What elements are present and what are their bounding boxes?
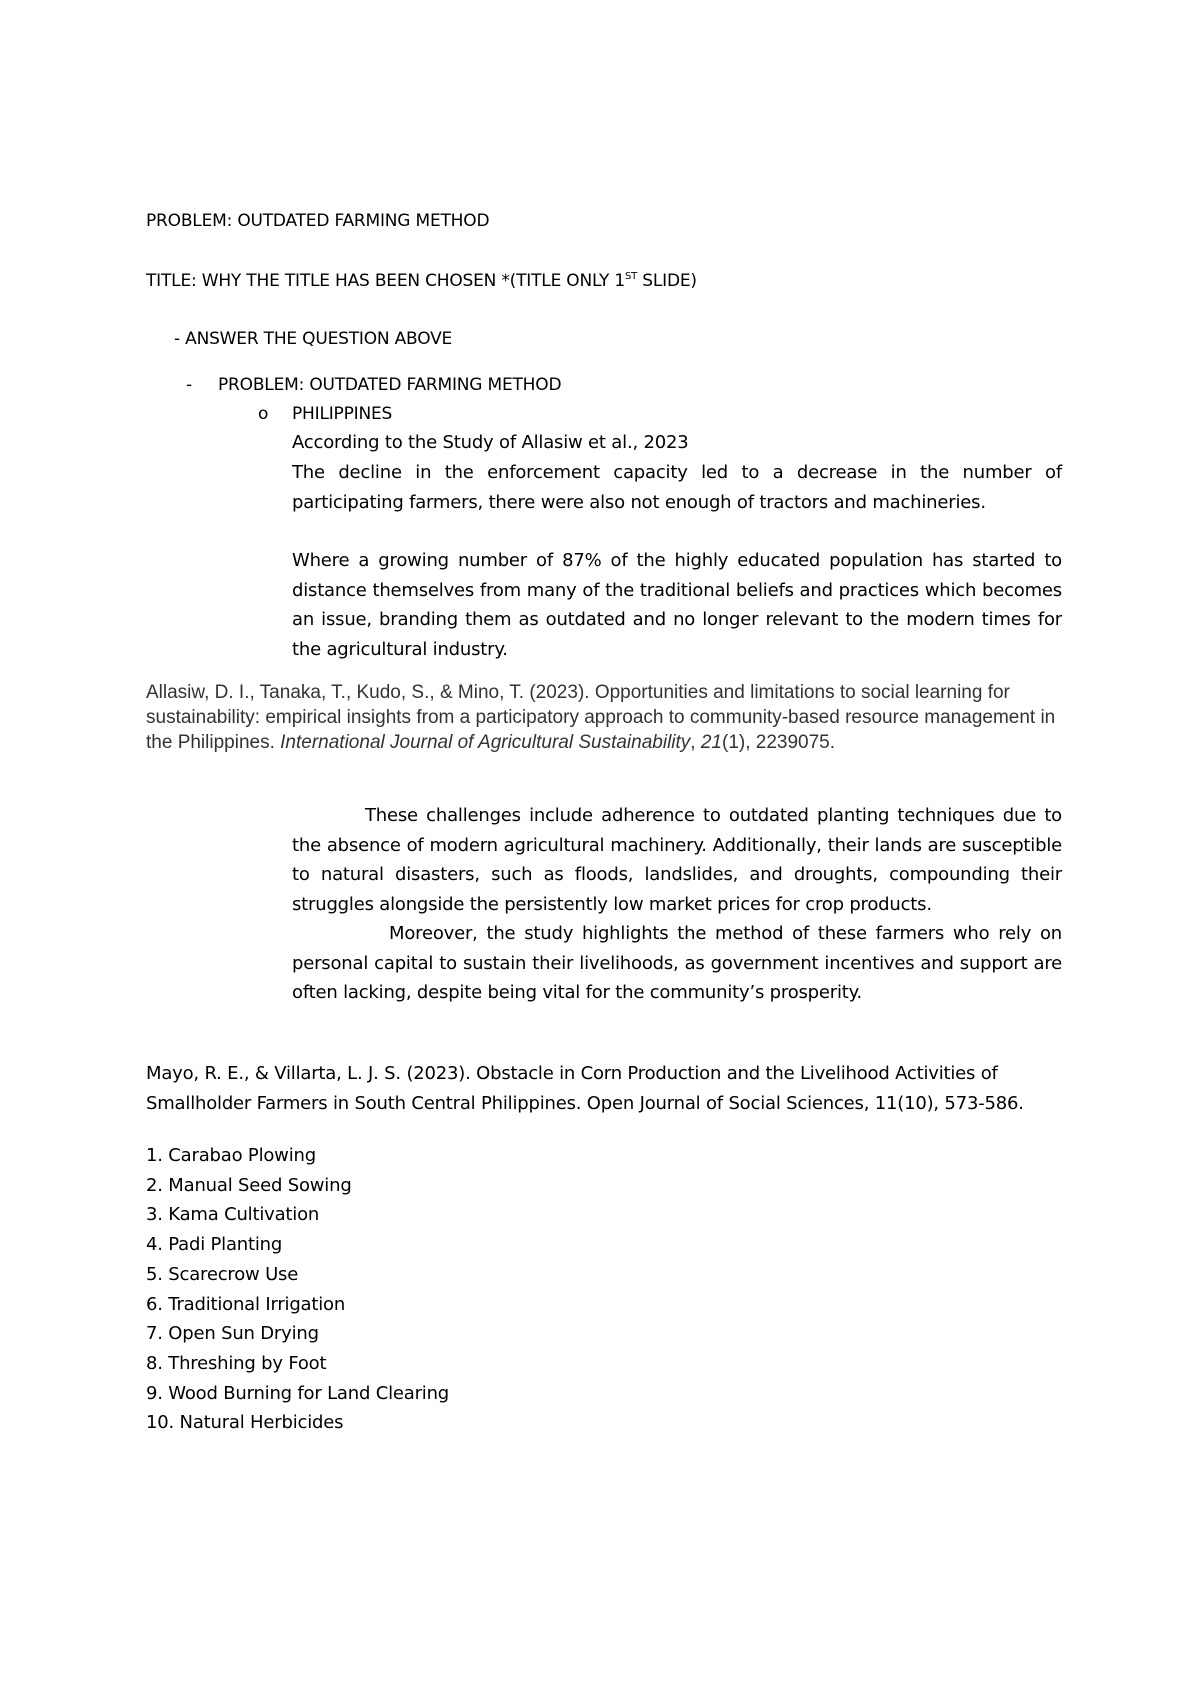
citation-allasiw-pages: (1), 2239075.	[722, 732, 836, 753]
list-item: 3. Kama Cultivation	[146, 1204, 320, 1226]
study-findings	[292, 458, 1062, 664]
list-item: 5. Scarecrow Use	[146, 1263, 299, 1285]
list-item: 6. Traditional Irrigation	[146, 1293, 346, 1315]
citation-allasiw-volume: 21	[700, 732, 722, 753]
study-intro: According to the Study of Allasiw et al., 2023	[292, 432, 689, 453]
study-finding-paragraph-1: The decline in the enforcement capacity led to a decrease in the number of participating farmers, there were also not enough of tractors and machineries.	[292, 462, 1062, 513]
title-instruction-main: TITLE: WHY THE TITLE HAS BEEN CHOSEN *(TITLE ONLY 1	[146, 271, 626, 291]
list-item: 9. Wood Burning for Land Clearing	[146, 1382, 450, 1404]
list-item: 7. Open Sun Drying	[146, 1323, 319, 1345]
title-instruction-end: SLIDE)	[637, 271, 697, 291]
outline-country: PHILIPPINES	[292, 404, 393, 424]
title-instruction-sup: ST	[625, 271, 638, 282]
answer-instruction: - ANSWER THE QUESTION ABOVE	[174, 329, 453, 349]
outline-circle-bullet: o	[258, 404, 269, 424]
citation-allasiw	[146, 680, 1066, 755]
list-item: 2. Manual Seed Sowing	[146, 1174, 352, 1196]
outline-problem: PROBLEM: OUTDATED FARMING METHOD	[218, 375, 562, 395]
citation-allasiw-text: Allasiw, D. I., Tanaka, T., Kudo, S., & Mino, T. (2023). Opportunities and limitations to social learning for sustainability: empirical insights from a participatory approach to community-based resource management in the Philippines.	[146, 682, 1056, 753]
challenges-section	[292, 801, 1062, 1008]
citation-allasiw-comma: ,	[690, 732, 701, 753]
outline-dash-bullet: -	[186, 375, 192, 395]
citation-mayo: Mayo, R. E., & Villarta, L. J. S. (2023). Obstacle in Corn Production and the Livelihood Activities of Smallholder Farmers in South Central Philippines. Open Journal of Social Sciences, 11(10), 573-586.	[146, 1063, 1024, 1114]
list-item: 10. Natural Herbicides	[146, 1412, 344, 1434]
list-item: 4. Padi Planting	[146, 1234, 283, 1256]
study-finding-paragraph-2: Where a growing number of 87% of the highly educated population has started to distance themselves from many of the traditional beliefs and practices which becomes an issue, branding them as outdated and no longer relevant to the modern times for the agricultural industry.	[292, 550, 1062, 660]
traditional-methods-list	[146, 1141, 449, 1438]
challenges-paragraph-1: These challenges include adherence to outdated planting techniques due to the absence of modern agricultural machinery. Additionally, their lands are susceptible to natural disasters, such as floods, landslides, and droughts, compounding their struggles alongside the persistently low market prices for crop products.	[292, 805, 1062, 915]
problem-heading: PROBLEM: OUTDATED FARMING METHOD	[146, 211, 490, 231]
citation-allasiw-journal: International Journal of Agricultural Sustainability	[280, 732, 691, 753]
list-item: 8. Threshing by Foot	[146, 1352, 327, 1374]
challenges-paragraph-2: Moreover, the study highlights the method of these farmers who rely on personal capital to sustain their livelihoods, as government incentives and support are often lacking, despite being vital for the community’s prosperity.	[292, 923, 1062, 1003]
title-instruction	[146, 270, 697, 292]
list-item: 1. Carabao Plowing	[146, 1145, 316, 1166]
